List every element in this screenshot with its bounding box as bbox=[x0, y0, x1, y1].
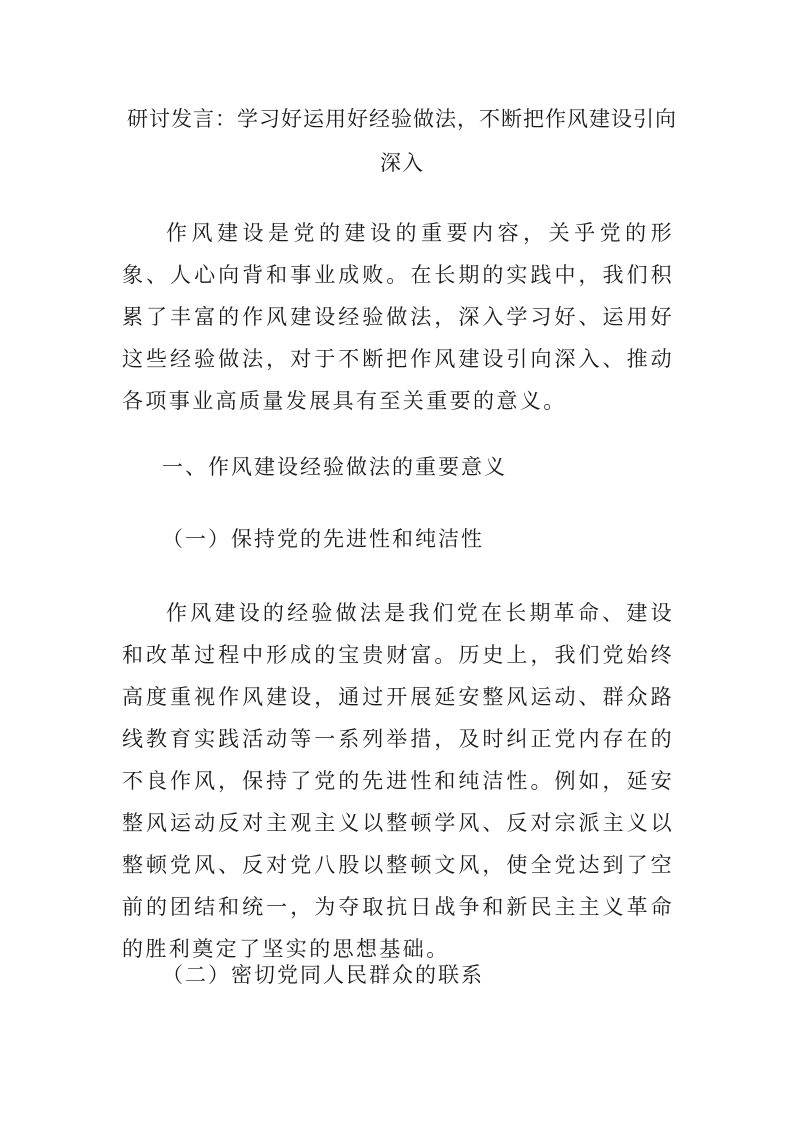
section-heading-1: 一、作风建设经验做法的重要意义 bbox=[162, 455, 507, 479]
document-title: 研讨发言：学习好运用好经验做法，不断把作风建设引向深入 bbox=[127, 107, 677, 175]
subsection-heading-1: （一）保持党的先进性和纯洁性 bbox=[162, 527, 484, 551]
subsection-1-body: 作风建设的经验做法是我们党在长期革命、建设和改革过程中形成的宝贵财富。历史上，我们党始终高度重视作风建设，通过开展延安整风运动、群众路线教育实践活动等一系列举措，及时纠正党内存在的不良作风，保持了党的先进性和纯洁性。例如，延安整风运动反对主观主义以整顿学风、反对宗派主义以整顿党风、反对党八股以整顿文风，使全党达到了空前的团结和统一，为夺取抗日战争和新民主主义革命的胜利奠定了坚实的思想基础。 bbox=[122, 601, 674, 961]
subsection-heading-2: （二）密切党同人民群众的联系 bbox=[162, 963, 484, 987]
intro-paragraph: 作风建设是党的建设的重要内容，关乎党的形象、人心向背和事业成败。在长期的实践中，我们积累了丰富的作风建设经验做法，深入学习好、运用好这些经验做法，对于不断把作风建设引向深入、推动各项事业高质量发展具有至关重要的意义。 bbox=[122, 221, 674, 413]
